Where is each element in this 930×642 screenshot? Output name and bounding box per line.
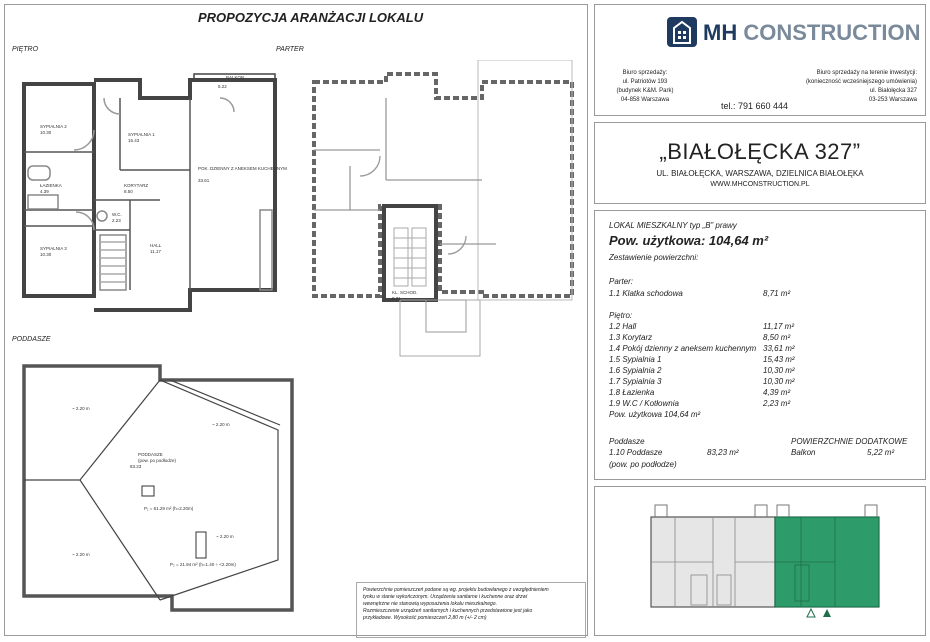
area-row-name: 1.5 Sypialnia 1 xyxy=(609,355,662,364)
area-row-name: 1.6 Sypialnia 2 xyxy=(609,366,662,375)
usable-area: Pow. użytkowa: 104,64 m² xyxy=(609,233,769,248)
area-row-name: 1.2 Hall xyxy=(609,322,637,331)
footnote-line-2: tynku w stanie wykończonym. Urządzenia sanitarne i kuchenne oraz drzwi xyxy=(363,594,528,600)
office-left-line: (budynek K&M. Park) xyxy=(616,88,674,94)
office-right xyxy=(795,69,917,105)
investment-address: UL. BIAŁOŁĘCKA, WARSZAWA, DZIELNICA BIAŁOŁĘKA xyxy=(656,169,864,178)
area-row-value: 10,30 m² xyxy=(763,366,795,375)
height-label-2: ~ 2.20 m xyxy=(212,422,230,427)
brand-name-rest: CONSTRUCTION xyxy=(737,20,921,45)
room-area-1-8: 4.39 xyxy=(40,189,49,194)
area-row-value: 8,50 m² xyxy=(763,333,791,342)
area-row-name: Balkon xyxy=(791,448,816,457)
room-label-1-9: W.C. xyxy=(112,212,122,217)
calc-p1: P₁ = 61.29 m² (h=2.20m) xyxy=(144,506,194,511)
room-area-1-3: 8.50 xyxy=(124,189,133,194)
parter-label: Parter: xyxy=(609,277,634,286)
label-parter: PARTER xyxy=(276,46,304,53)
office-right-line: Biuro sprzedaży na terenie inwestycji: xyxy=(816,70,917,76)
calc-p2: P₂ = 21.94 m² (h=1.40 ÷ <2.20m) xyxy=(170,562,236,567)
label-poddasze: PODDASZE xyxy=(12,336,51,343)
area-row-name: 1.10 Poddasze xyxy=(609,448,663,457)
footnote-line-4: Rozmieszczenie urządzeń sanitarnych i kuchennych przedstawione jest jako xyxy=(363,608,533,614)
building-key-plan xyxy=(595,487,927,637)
room-area-1-1: 8.71 xyxy=(392,296,401,301)
pietro-label: Piętro: xyxy=(609,311,633,320)
area-row-name: 1.8 Łazienka xyxy=(609,388,655,397)
room-label-1-2: HALL xyxy=(150,243,162,248)
room-area-1-9: 2.23 xyxy=(112,218,121,223)
area-row-value: 11,17 m² xyxy=(763,322,794,331)
building-logo-icon xyxy=(667,17,697,47)
height-label-3: ~ 2.20 m xyxy=(72,552,90,557)
keyplan-panel xyxy=(594,486,926,636)
room-sublabel-1-10: (pow. po podłodze) xyxy=(138,458,177,463)
poddasze-note: (pow. po podłodze) xyxy=(609,460,677,469)
page-title: PROPOZYCJA ARANŻACJI LOKALU xyxy=(198,10,424,25)
area-row-name: 1.7 Sypialnia 3 xyxy=(609,377,662,386)
brand-panel xyxy=(594,4,926,116)
investment-panel xyxy=(594,122,926,204)
office-right-line: 03-253 Warszawa xyxy=(868,97,917,103)
height-label-1: ~ 2.20 m xyxy=(72,406,90,411)
website-link[interactable]: WWW.MHCONSTRUCTION.PL xyxy=(710,181,810,188)
summary-label: Zestawienie powierzchni: xyxy=(609,253,699,262)
room-area-1-2: 11.17 xyxy=(150,249,161,254)
footnote-line-3: wewnętrzne nie stanowią wyposażenia lokalu mieszkalnego. xyxy=(363,601,497,607)
unit-panel xyxy=(594,210,926,480)
room-area-1-10: 83.23 xyxy=(130,464,142,469)
balcony-area: 5.22 xyxy=(218,84,227,89)
area-row-value: 83,23 m² xyxy=(707,448,739,457)
area-row-value: 15,43 m² xyxy=(763,355,795,364)
area-row-name: 1.9 W.C / Kotłownia xyxy=(609,399,679,408)
office-left xyxy=(613,69,677,105)
room-area-1-5: 15.43 xyxy=(128,138,140,143)
extra-areas-label: POWIERZCHNIE DODATKOWE xyxy=(791,437,908,446)
area-row-value: 8,71 m² xyxy=(763,289,791,298)
area-row-name: 1.4 Pokój dzienny z aneksem kuchennym xyxy=(609,344,757,353)
area-row-value: 10,30 m² xyxy=(763,377,795,386)
area-row-name: 1.3 Korytarz xyxy=(609,333,653,342)
footnote-line-5: przykładowe. Wysokość pomieszczeń 2,80 m (+/- 2 cm) xyxy=(363,615,487,621)
office-left-line: ul. Patriotów 193 xyxy=(622,79,668,85)
label-pietro: PIĘTRO xyxy=(12,46,39,53)
investment-name: „BIAŁOŁĘCKA 327” xyxy=(659,139,861,164)
unit-type: LOKAL MIESZKALNY typ „B” prawy xyxy=(609,221,737,230)
room-area-1-7: 10.30 xyxy=(40,252,52,257)
footnote-line-1: Powierzchnie pomieszczeń podane są wg. projektu budowlanego z uwzględnieniem xyxy=(363,587,549,593)
office-left-line: Biuro sprzedaży: xyxy=(622,70,668,76)
entrance-marker-icon xyxy=(823,609,831,617)
area-row-name: 1.1 Klatka schodowa xyxy=(609,289,683,298)
phone-number[interactable]: tel.: 791 660 444 xyxy=(721,101,789,111)
plans-frame xyxy=(4,4,588,636)
room-label-1-10: PODDASZE xyxy=(138,452,163,457)
total-area: Pow. użytkowa 104,64 m² xyxy=(609,410,701,419)
height-label-4: ~ 2.20 m xyxy=(216,534,234,539)
area-row-value: 4,39 m² xyxy=(763,388,791,397)
poddasze-label: Poddasze xyxy=(609,437,645,446)
office-left-line: 04-858 Warszawa xyxy=(620,97,670,103)
brand-name-bold: MH xyxy=(703,20,738,45)
area-row-value: 5,22 m² xyxy=(867,448,895,457)
office-right-line: (konieczność wcześniejszego umówienia) xyxy=(805,79,917,85)
room-label-1-5: SYPIALNIA 1 xyxy=(128,132,155,137)
room-label-1-7: SYPIALNIA 3 xyxy=(40,246,67,251)
area-row-value: 33,61 m² xyxy=(763,344,795,353)
room-label-1-6: SYPIALNIA 2 xyxy=(40,124,67,129)
office-right-line: ul. Białołęcka 327 xyxy=(869,88,917,94)
room-area-1-4: 33.61 xyxy=(198,178,210,183)
room-label-1-8: ŁAZIENKA xyxy=(40,183,62,188)
room-label-1-4: POK. DZIENNY Z ANEKSEM KUCHENNYM xyxy=(198,166,287,171)
room-label-1-3: KORYTARZ xyxy=(124,183,149,188)
entrance-marker-icon xyxy=(807,609,815,617)
brand-name xyxy=(703,20,921,46)
room-label-1-1: KL. SCHOD. xyxy=(392,290,418,295)
area-row-value: 2,23 m² xyxy=(763,399,791,408)
balcony-label: BALKON xyxy=(226,75,245,80)
room-area-1-6: 10.30 xyxy=(40,130,52,135)
